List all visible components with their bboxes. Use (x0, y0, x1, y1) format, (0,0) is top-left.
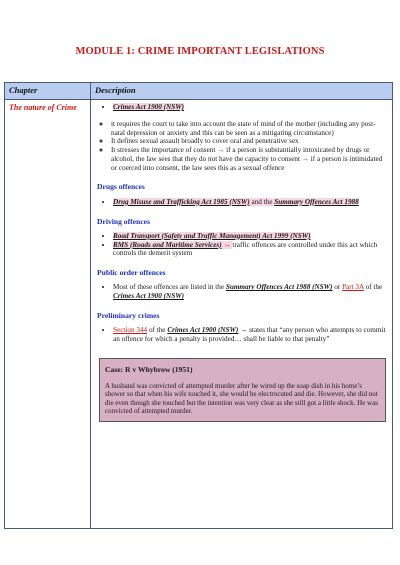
road-transport-act-title: Road Transport (Safety and Traffic Management) Act 1999 (NSW) (113, 231, 311, 240)
rms-text: traffic offences are controlled under this act which controls the demerit system (113, 240, 378, 258)
preliminary-heading: Preliminary crimes (97, 310, 160, 320)
drugs-list (97, 198, 386, 207)
public-order-heading: Public order offences (97, 268, 166, 278)
legislation-table (4, 82, 393, 529)
case-title: Case: R v Whybrow (1951) (105, 364, 193, 374)
table-header-row (5, 83, 393, 100)
header-description: Description (91, 83, 393, 100)
list-item: ◦ It defines sexual assault broadly to cover oral and penetrative sex (111, 137, 386, 146)
consent-text-c: if a person is intimidated or coerced into consent, the law sees this as a sexual offence (111, 154, 383, 172)
preliminary-text: → states that “any person who attempts to commit an offence for which a penalty is provided… shall be liable to that penalty” (113, 326, 386, 343)
description-cell (91, 100, 393, 529)
drug-act-title: Drug Misuse and Trafficking Act 1985 (NSW) (113, 197, 250, 206)
summary-act-title: Summary Offences Act 1988 (NSW) (225, 283, 333, 292)
crimes-act-title: Crimes Act 1900 (NSW) (113, 292, 185, 301)
list-item (113, 283, 386, 301)
preliminary-list (97, 326, 386, 344)
arrow-icon: → (217, 146, 225, 155)
chapter-cell: The nature of Crime (5, 100, 91, 529)
list-item (113, 103, 386, 112)
driving-heading: Driving offences (97, 216, 150, 226)
rms-title: RMS (Roads and Maritime Services) (113, 240, 222, 249)
consent-text-b: if a person is substantially intoxicated by drugs or alcohol, the law sees that they do not have the capacity to consent (111, 146, 370, 163)
list-item (111, 146, 386, 172)
of-text: of the (147, 326, 168, 335)
of-text: of the (363, 283, 383, 292)
arrow-icon: → (301, 154, 309, 163)
driving-list (97, 232, 386, 258)
part-3a-link[interactable]: Part 3A (342, 283, 364, 292)
list-item (113, 198, 386, 207)
drugs-and-text: and the (249, 197, 275, 206)
list-item (113, 232, 386, 241)
crimes-act-points (97, 120, 386, 173)
page-title: MODULE 1: CRIME IMPORTANT LEGISLATIONS (75, 46, 325, 57)
crimes-act-list (97, 103, 386, 112)
or-text: or (332, 283, 343, 292)
section-344-link[interactable]: Section 344 (113, 326, 148, 335)
crimes-act-title: Crimes Act 1900 (NSW) (167, 326, 239, 335)
public-order-list (97, 283, 386, 301)
list-item (113, 326, 386, 344)
summary-act-title: Summary Offences Act 1988 (274, 197, 359, 206)
case-body: A husband was convicted of attempted murder after he wired up the soap dish in his home’s shower so that when his wife touched it, she would be electrocuted and die. However, she did not die even though she touched but the intention was very clear as she still got a little shock. He was convicted of attempted murder. (105, 381, 378, 416)
consent-text-a: It stresses the importance of consent (111, 146, 218, 155)
drugs-heading: Drugs offences (97, 182, 145, 192)
public-order-text: Most of these offences are listed in the (113, 283, 226, 292)
header-chapter: Chapter (5, 83, 91, 100)
table-row (5, 100, 393, 529)
case-box (99, 358, 386, 422)
arrow-icon: → (221, 240, 233, 249)
crimes-act-title: Crimes Act 1900 (NSW) (113, 103, 185, 111)
list-item (113, 241, 386, 259)
list-item: ◦ it requires the court to take into account the state of mind of the mother (including any post-natal depression or anxiety and this can be seen as a mitigating circumstance) (111, 120, 386, 138)
